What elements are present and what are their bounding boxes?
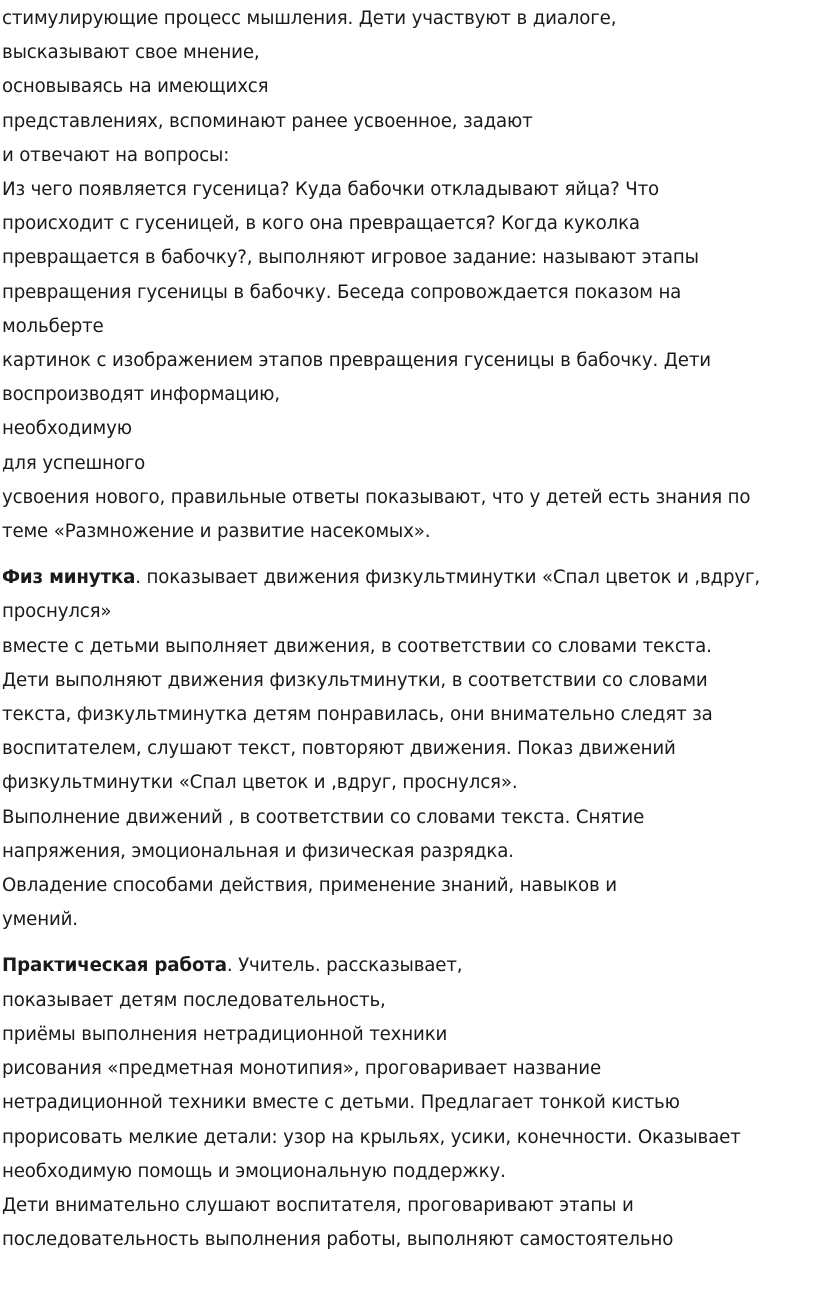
text-line: Дети выполняют движения физкультминутки, в соответствии со словами [2,669,708,691]
text-line: представлениях, вспоминают ранее усвоенное, задают [2,110,533,132]
text-line: и отвечают на вопросы: [2,144,230,166]
paragraph-practical-work [2,949,816,1257]
text-line: Выполнение движений , в соответствии со словами текста. Снятие [2,806,645,828]
text-line: воспроизводят информацию, [2,384,280,406]
text-line: последовательность выполнения работы, выполняют самостоятельно [2,1229,674,1251]
text-line: стимулирующие процесс мышления. Дети участвуют в диалоге, [2,8,617,29]
paragraph-fizminutka [2,561,816,937]
text-line: Из чего появляется гусеница? Куда бабочки откладывают яйца? Что [2,179,660,201]
text-line: высказывают свое мнение, [2,42,260,64]
text-line: приёмы выполнения нетрадиционной техники [2,1023,448,1045]
text-line: Овладение способами действия, применение знаний, навыков и [2,875,617,897]
paragraph-spacer [2,549,816,561]
text-line: основываясь на имеющихся [2,76,269,98]
text-line: усвоения нового, правильные ответы показывают, что у детей есть знания по [2,486,751,508]
text-line: напряжения, эмоциональная и физическая разрядка. [2,840,514,862]
text-line: происходит с гусеницей, в кого она превращается? Когда куколка [2,213,640,235]
text-line: физкультминутки «Спал цветок и ,вдруг, проснулся». [2,772,518,794]
text-line [2,561,816,595]
text-run: . показывает движения физкультминутки «Спал цветок и ,вдруг, [135,567,760,589]
text-line: картинок с изображением этапов превращения гусеницы в бабочку. Дети [2,350,711,372]
text-line [2,949,816,983]
text-line: прорисовать мелкие детали: узор на крыльях, усики, конечности. Оказывает [2,1126,741,1148]
text-line: умений. [2,909,78,931]
text-line: проснулся» [2,601,112,623]
text-line: рисования «предметная монотипия», проговаривает название [2,1058,601,1080]
text-line: вместе с детьми выполняет движения, в соответствии со словами текста. [2,635,712,657]
text-line: превращения гусеницы в бабочку. Беседа сопровождается показом на [2,281,682,303]
text-line: воспитателем, слушают текст, повторяют движения. Показ движений [2,738,676,760]
text-line: необходимую помощь и эмоциональную поддержку. [2,1160,506,1182]
text-line: Дети внимательно слушают воспитателя, проговаривают этапы и [2,1194,634,1216]
section-heading-practical-work: Практическая работа [2,955,227,977]
text-line: текста, физкультминутка детям понравилась, они внимательно следят за [2,704,713,726]
text-line: показывает детям последовательность, [2,989,386,1011]
text-line: для успешного [2,452,146,474]
text-line: мольберте [2,315,104,337]
section-heading-fizminutka: Физ минутка [2,567,136,589]
text-line: необходимую [2,418,132,440]
text-line: превращается в бабочку?, выполняют игровое задание: называют этапы [2,247,699,269]
paragraph-discussion [2,2,816,549]
text-line: нетрадиционной техники вместе с детьми. Предлагает тонкой кистью [2,1092,680,1114]
text-line: теме «Размножение и развитие насекомых». [2,521,431,543]
paragraph-spacer [2,937,816,949]
text-run: . Учитель. рассказывает, [226,955,463,977]
